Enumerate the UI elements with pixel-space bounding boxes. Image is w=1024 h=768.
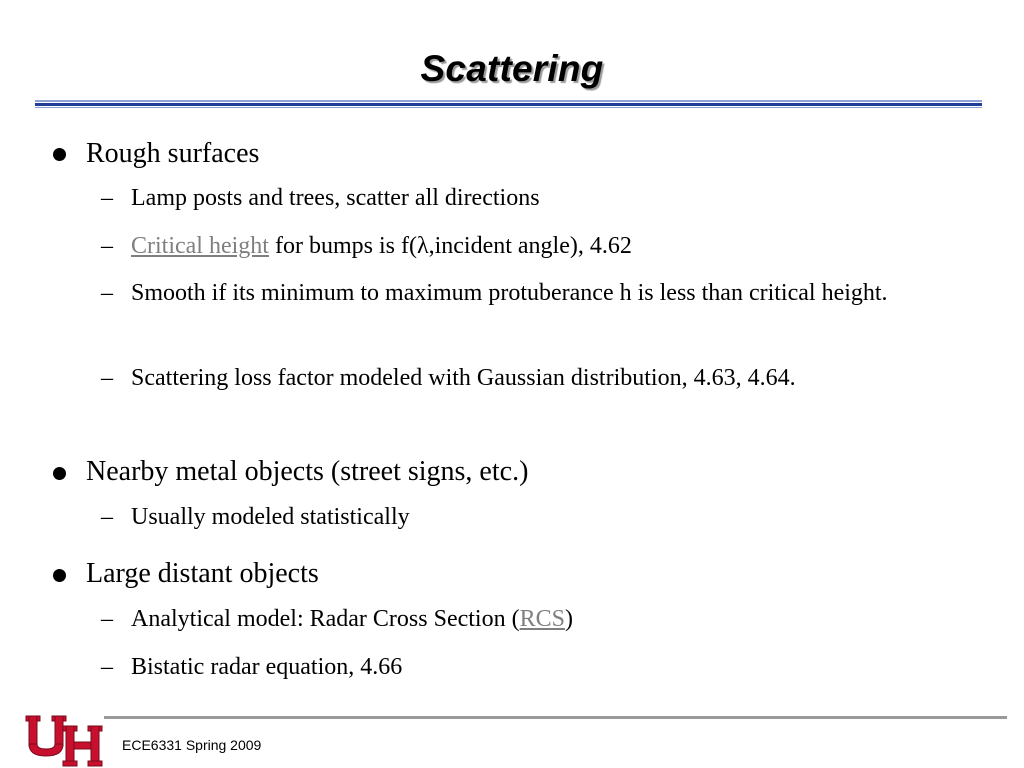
dash-icon: – bbox=[101, 504, 113, 530]
dash-icon: – bbox=[101, 280, 113, 306]
sub-bullet-smooth: Smooth if its minimum to maximum protuberance h is less than critical height. bbox=[131, 280, 888, 306]
title-divider bbox=[35, 100, 982, 110]
bullet-nearby-metal: Nearby metal objects (street signs, etc.) bbox=[86, 456, 529, 487]
dash-icon: – bbox=[101, 365, 113, 391]
dash-icon: – bbox=[101, 654, 113, 680]
rcs-link[interactable]: RCS bbox=[519, 606, 565, 632]
bullet-dot-icon bbox=[53, 148, 66, 161]
sub-bullet-bistatic: Bistatic radar equation, 4.66 bbox=[131, 654, 403, 680]
bullet-dot-icon bbox=[53, 569, 66, 582]
dash-icon: – bbox=[101, 606, 113, 632]
analytical-model-text: Analytical model: Radar Cross Section ( bbox=[131, 606, 520, 632]
slide-title: Scattering bbox=[420, 48, 604, 89]
sub-bullet-lamp-posts: Lamp posts and trees, scatter all directions bbox=[131, 185, 540, 211]
bullet-dot-icon bbox=[53, 467, 66, 480]
uh-logo-icon bbox=[25, 712, 103, 768]
bullet-large-distant: Large distant objects bbox=[86, 558, 319, 589]
footer-divider bbox=[104, 716, 1007, 719]
sub-bullet-scattering-loss: Scattering loss factor modeled with Gaussian distribution, 4.63, 4.64. bbox=[131, 365, 796, 391]
critical-height-link[interactable]: Critical height bbox=[131, 233, 269, 259]
footer-course-label: ECE6331 Spring 2009 bbox=[122, 737, 262, 753]
sub-bullet-analytical-model bbox=[131, 601, 951, 637]
sub-bullet-critical-height bbox=[131, 228, 951, 264]
analytical-model-close: ) bbox=[564, 606, 573, 632]
bullet-rough-surfaces: Rough surfaces bbox=[86, 138, 260, 169]
uh-logo-graphic bbox=[25, 712, 103, 768]
sub-bullet-usually-modeled: Usually modeled statistically bbox=[131, 504, 410, 530]
dash-icon: – bbox=[101, 233, 113, 259]
critical-height-text: for bumps is f(λ,incident angle), 4.62 bbox=[268, 233, 632, 259]
dash-icon: – bbox=[101, 185, 113, 211]
